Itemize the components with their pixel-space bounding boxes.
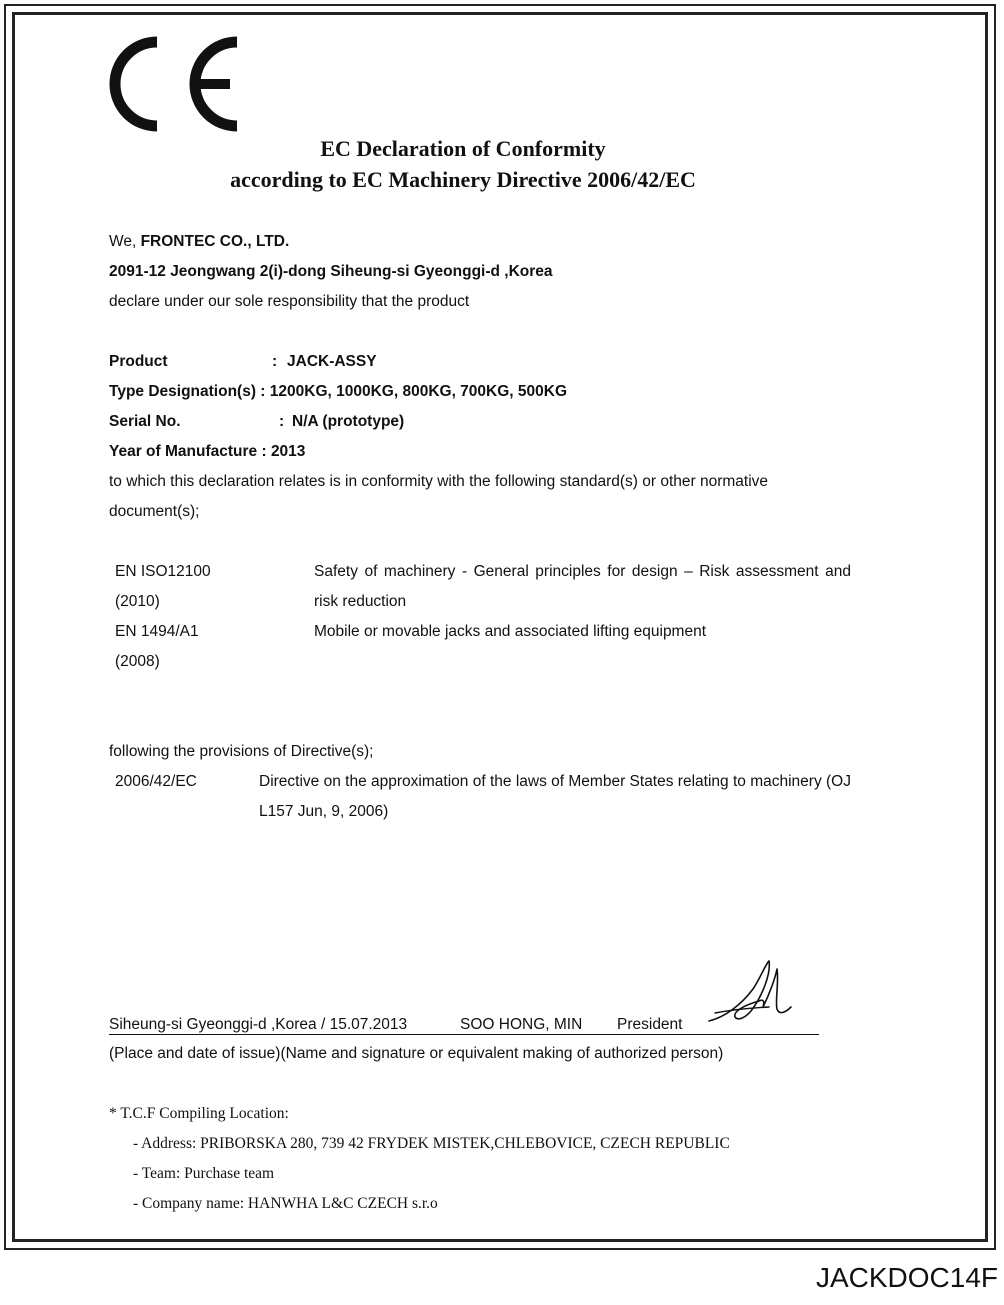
document-code: JACKDOC14F xyxy=(815,1262,998,1293)
document-title: EC Declaration of Conformity xyxy=(320,136,606,161)
serial-row xyxy=(109,413,405,431)
place-date: Siheung-si Gyeonggi-d ,Korea / 15.07.2013 xyxy=(109,1016,408,1033)
type-label: Type Designation(s) : xyxy=(109,383,266,400)
year-row xyxy=(109,443,305,461)
product-separator: : xyxy=(272,353,278,370)
serial-label: Serial No. xyxy=(109,413,181,430)
product-value: JACK-ASSY xyxy=(287,353,377,370)
signatory-name: SOO HONG, MIN xyxy=(460,1016,583,1033)
product-label: Product xyxy=(109,353,168,370)
tcf-team: - Team: Purchase team xyxy=(133,1165,275,1182)
standard-year: (2010) xyxy=(115,593,160,610)
year-label: Year of Manufacture : xyxy=(109,443,267,460)
signature-caption: (Place and date of issue)(Name and signature or equivalent making of authorized person) xyxy=(109,1045,724,1062)
standard-code: EN 1494/A1 xyxy=(115,623,199,640)
tcf-title: * T.C.F Compiling Location: xyxy=(109,1105,289,1122)
tcf-company: - Company name: HANWHA L&C CZECH s.r.o xyxy=(133,1195,438,1212)
standard-code: EN ISO12100 xyxy=(115,563,211,580)
ce-logo xyxy=(106,34,246,134)
directive-code: 2006/42/EC xyxy=(115,773,197,790)
handwritten-signature xyxy=(705,955,805,1035)
directive-description: Directive on the approximation of the laws of Member States relating to machinery (OJ L157 Jun, 9, 2006) xyxy=(259,773,851,820)
company-address: 2091-12 Jeongwang 2(i)-dong Siheung-si Gyeonggi-d ,Korea xyxy=(109,263,553,280)
declare-statement: declare under our sole responsibility that the product xyxy=(109,293,470,310)
year-value: 2013 xyxy=(270,443,306,460)
conformity-line-2: document(s); xyxy=(109,503,200,520)
document-subtitle: according to EC Machinery Directive 2006/42/EC xyxy=(230,167,696,192)
company-name: FRONTEC CO., LTD. xyxy=(140,233,290,250)
conformity-line-1: to which this declaration relates is in conformity with the following standard(s) or other normative xyxy=(109,473,769,490)
standard-description: Safety of machinery - General principles for design – Risk assessment and risk reduction xyxy=(314,563,851,610)
signatory-position: President xyxy=(617,1016,683,1033)
standard-year: (2008) xyxy=(115,653,160,670)
we-prefix: We, xyxy=(109,233,137,250)
directive-intro: following the provisions of Directive(s); xyxy=(109,743,374,760)
type-value: 1200KG, 1000KG, 800KG, 700KG, 500KG xyxy=(269,383,568,400)
serial-value: N/A (prototype) xyxy=(292,413,405,430)
tcf-address: - Address: PRIBORSKA 280, 739 42 FRYDEK MISTEK,CHLEBOVICE, CZECH REPUBLIC xyxy=(133,1135,730,1152)
type-row xyxy=(109,383,567,401)
manufacturer-line xyxy=(109,233,289,251)
product-row xyxy=(109,353,377,371)
serial-separator: : xyxy=(279,413,285,430)
standard-description: Mobile or movable jacks and associated lifting equipment xyxy=(314,623,707,640)
